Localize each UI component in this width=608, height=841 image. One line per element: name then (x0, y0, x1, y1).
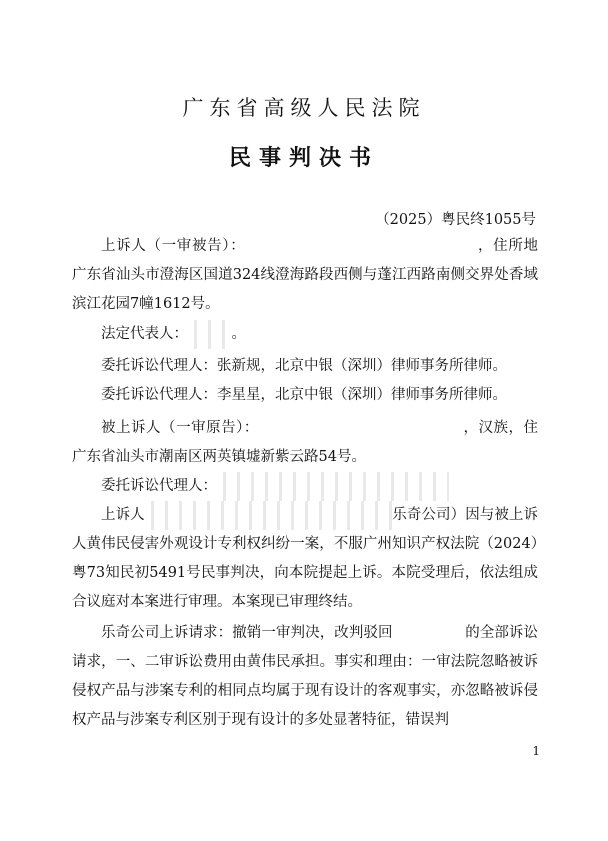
appellee-name-redacted (259, 414, 463, 443)
case-number: （2025）粤民终1055号 (375, 212, 536, 228)
court-name: 广东省高级人民法院 (182, 96, 426, 120)
appellee-address: 住广东省汕头市潮南区两英镇墟新紫云路54号。 (72, 420, 538, 465)
page-number: 1 (532, 744, 540, 758)
agent-line: 委托诉讼代理人：张新规，北京中银（深圳）律师事务所律师。 (101, 358, 507, 374)
appellant-address: 东省汕头市澄海区国道324线澄海路段西侧与蓬江西路南侧交界处香域滨江花园7幢1612号。 (72, 267, 539, 312)
document-title: 民事判决书 (228, 145, 379, 171)
case-summary-paragraph (72, 501, 538, 617)
agent-line: 委托诉讼代理人：李星星，北京中银（深圳）律师事务所律师。 (101, 387, 507, 403)
appellee-label: 被上诉人（一审原告）： (101, 420, 259, 436)
appellant-residence-lead: ，住所地广 (72, 238, 539, 283)
legal-representative-end: 。 (231, 326, 246, 342)
case-summary-redacted (145, 501, 393, 530)
appellee-agent-redacted (217, 472, 449, 501)
appellant-label: 上诉人（一审被告）： (101, 238, 246, 254)
appellant-name-redacted (245, 232, 477, 261)
appellee-agent-label: 委托诉讼代理人： (101, 478, 217, 494)
legal-representative-label: 法定代表人： (101, 326, 188, 342)
appellant-paragraph (72, 232, 538, 319)
appellee-paragraph (72, 414, 538, 472)
appellee-agent-line (101, 472, 449, 501)
case-summary-lead: 上诉人 (101, 507, 145, 523)
case-summary-text: 乐奇公司）因与被上诉人黄伟民侵害外观设计专利权纠纷一案，不服广州知识产权法院（2024）粤73知民初5491号民事判决，向本院提起上诉。本院受理后，依法组成合议庭对本案进行审理。本案现已审理终结。 (72, 507, 539, 610)
appeal-request-paragraph (72, 619, 538, 735)
legal-representative-redacted (188, 320, 232, 349)
appeal-request-lead: 乐奇公司上诉请求：撤销一审判决，改判驳回 (101, 625, 393, 641)
appellee-ethnicity: ，汉族， (462, 420, 524, 436)
legal-representative-line (101, 320, 246, 349)
appeal-request-redacted (393, 619, 466, 648)
appeal-request-text: 的全部诉讼请求，一、二审诉讼费用由黄伟民承担。事实和理由：一审法院忽略被诉侵权产品与涉案专利的相同点均属于现有设计的客观事实，亦忽略被诉侵权产品与涉案专利区别于现有设计的多处显著特征，错误判 (72, 625, 539, 728)
